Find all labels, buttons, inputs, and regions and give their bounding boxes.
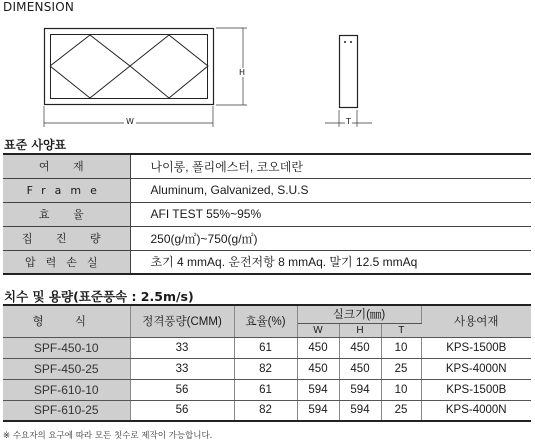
size-table xyxy=(3,304,531,422)
cell-h: 594 xyxy=(339,379,381,400)
col-dimensions: 실크기(㎜) xyxy=(297,305,421,323)
cell-efficiency: 61 xyxy=(234,379,297,400)
cell-airflow: 33 xyxy=(130,337,234,358)
table-row xyxy=(3,379,531,400)
spec-value: 250(g/㎡)~750(g/㎡) xyxy=(130,226,531,250)
size-section-title: 치수 및 용량(표준풍속 : 2.5m/s) xyxy=(4,289,194,304)
side-view-frame xyxy=(340,36,358,108)
table-row xyxy=(3,358,531,379)
cell-w: 450 xyxy=(297,337,339,358)
cell-efficiency: 61 xyxy=(234,337,297,358)
spec-label: 여 재 xyxy=(3,154,130,178)
cell-h: 450 xyxy=(339,358,381,379)
cell-t: 25 xyxy=(381,358,421,379)
cell-model: SPF-610-10 xyxy=(3,379,130,400)
cell-media: KPS-1500B xyxy=(421,379,531,400)
cell-efficiency: 82 xyxy=(234,400,297,421)
spec-value: 나이롱, 폴리에스터, 코오데란 xyxy=(130,154,531,178)
width-label: W xyxy=(126,117,134,126)
spec-value: Aluminum, Galvanized, S.U.S xyxy=(130,178,531,202)
table-row xyxy=(3,202,531,226)
cell-t: 10 xyxy=(381,337,421,358)
cell-model: SPF-450-25 xyxy=(3,358,130,379)
spec-section-title: 표준 사양표 xyxy=(4,138,67,152)
dimension-drawing xyxy=(0,0,535,135)
col-media: 사용여재 xyxy=(421,305,531,337)
col-efficiency: 효율(%) xyxy=(234,305,297,337)
height-label: H xyxy=(239,68,246,77)
cell-media: KPS-4000N xyxy=(421,358,531,379)
table-row xyxy=(3,226,531,250)
thickness-label: T xyxy=(346,117,351,126)
spec-value: 초기 4 mmAq. 운전저항 8 mmAq. 말기 12.5 mmAq xyxy=(130,250,531,274)
cell-w: 450 xyxy=(297,358,339,379)
table-row xyxy=(3,337,531,358)
table-row xyxy=(3,154,531,178)
spec-label: Frame xyxy=(3,178,130,202)
spec-label: 압력손실 xyxy=(3,250,130,274)
table-header-row xyxy=(3,305,531,323)
cell-w: 594 xyxy=(297,379,339,400)
col-model: 형 식 xyxy=(3,305,130,337)
cell-airflow: 56 xyxy=(130,400,234,421)
col-w: W xyxy=(297,323,339,337)
table-row xyxy=(3,250,531,274)
dimension-title: DIMENSION xyxy=(3,0,75,14)
col-h: H xyxy=(339,323,381,337)
table-row xyxy=(3,178,531,202)
spec-table xyxy=(3,153,531,275)
spec-label: 효 율 xyxy=(3,202,130,226)
cell-h: 450 xyxy=(339,337,381,358)
cell-airflow: 56 xyxy=(130,379,234,400)
cell-efficiency: 82 xyxy=(234,358,297,379)
spec-value: AFI TEST 55%~95% xyxy=(130,202,531,226)
diamond-pleat xyxy=(130,35,208,98)
cell-airflow: 33 xyxy=(130,358,234,379)
cell-media: KPS-1500B xyxy=(421,337,531,358)
col-t: T xyxy=(381,323,421,337)
col-airflow: 정격풍량(CMM) xyxy=(130,305,234,337)
diamond-pleat xyxy=(50,35,130,98)
cell-t: 25 xyxy=(381,400,421,421)
table-row xyxy=(3,400,531,421)
footnote: ※ 수요자의 요구에 따라 모든 칫수로 제작이 가능합니다. xyxy=(3,431,213,441)
cell-h: 594 xyxy=(339,400,381,421)
cell-w: 594 xyxy=(297,400,339,421)
spec-label: 집 진 량 xyxy=(3,226,130,250)
cell-media: KPS-4000N xyxy=(421,400,531,421)
cell-t: 10 xyxy=(381,379,421,400)
cell-model: SPF-610-25 xyxy=(3,400,130,421)
cell-model: SPF-450-10 xyxy=(3,337,130,358)
